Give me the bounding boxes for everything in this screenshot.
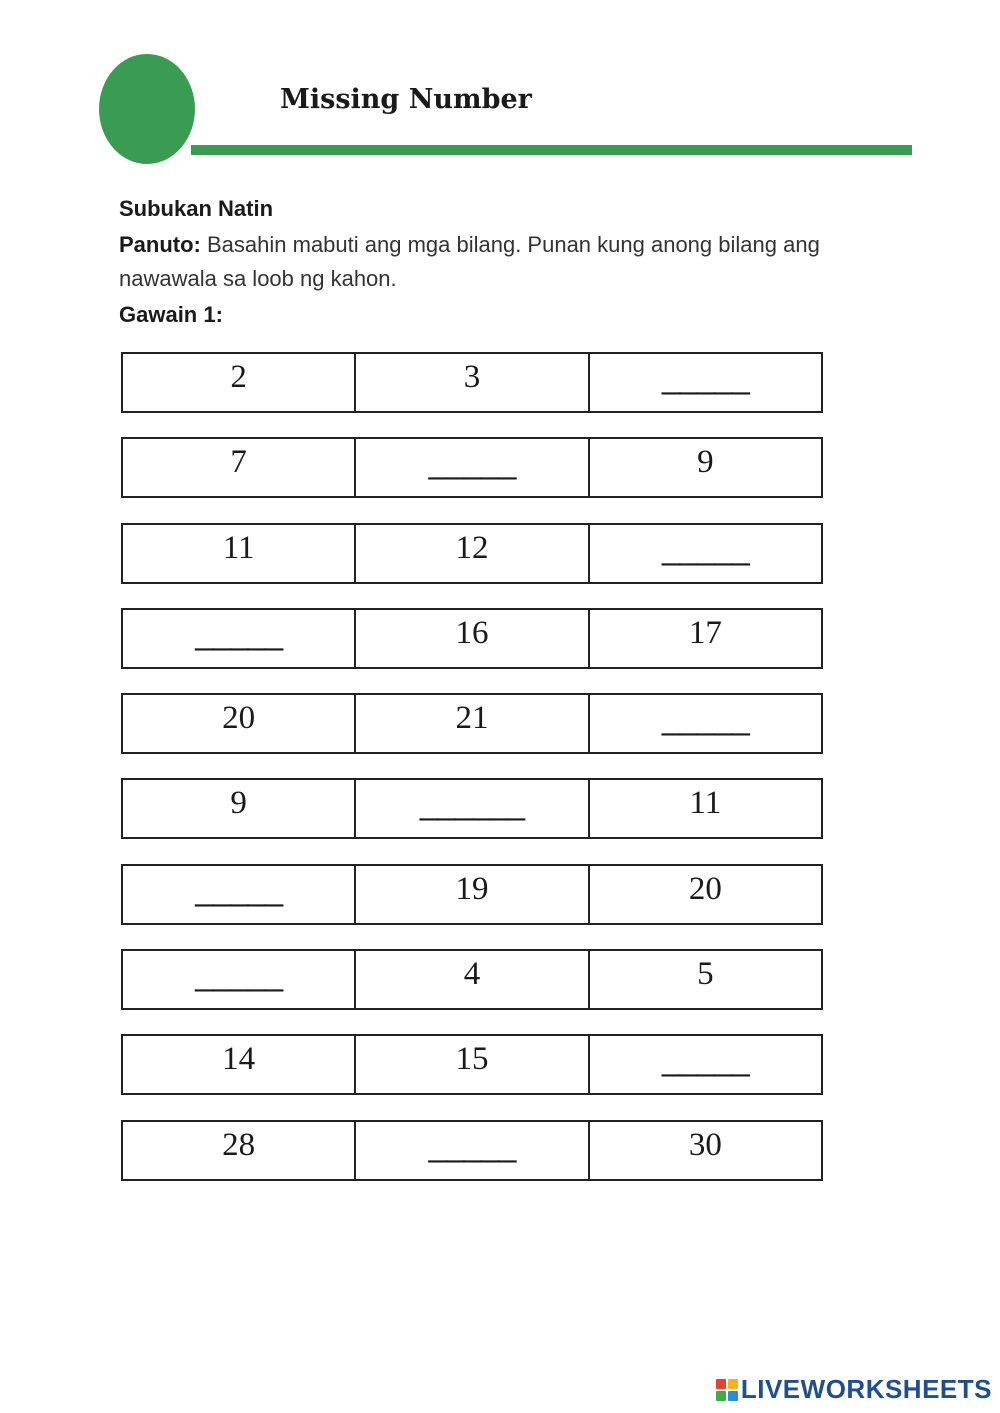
number-row — [121, 608, 823, 669]
logo-block — [728, 1379, 738, 1389]
blank-cell[interactable]: _____ — [356, 439, 589, 496]
instructions-text: Basahin mabuti ang mga bilang. Punan kung anong bilang ang nawawala sa loob ng kahon. — [119, 232, 820, 291]
blank-cell[interactable]: _____ — [661, 1040, 749, 1078]
number-row — [121, 778, 823, 839]
blank-cell[interactable]: _____ — [661, 358, 749, 395]
blank-cell[interactable]: _____ — [661, 528, 749, 566]
blank-cell[interactable]: _____ — [356, 1122, 589, 1179]
number-row — [121, 523, 823, 584]
number-cell: 11 — [123, 525, 356, 582]
number-cell: 12 — [356, 525, 589, 582]
number-cell: 5 — [697, 956, 714, 993]
number-cell: 16 — [356, 610, 589, 667]
number-cell: 15 — [356, 1036, 589, 1093]
blank-cell[interactable]: _____ — [123, 866, 356, 923]
logo-block — [716, 1379, 726, 1389]
number-row — [121, 1120, 823, 1181]
number-cell: 20 — [123, 695, 356, 752]
watermark-brand: LIVEWORKSHEETS — [740, 1374, 992, 1404]
number-row — [121, 693, 823, 754]
blank-cell[interactable]: ______ — [356, 780, 589, 837]
blank-cell[interactable]: _____ — [661, 699, 749, 737]
number-cell: 14 — [123, 1036, 356, 1093]
logo-block — [716, 1391, 726, 1401]
number-cell: 17 — [688, 614, 722, 651]
number-cell: 20 — [688, 870, 722, 907]
activity-label: Gawain 1: — [119, 302, 223, 327]
blank-cell[interactable]: _____ — [123, 951, 356, 1008]
number-cell: 7 — [123, 439, 356, 496]
blank-cell[interactable]: _____ — [123, 610, 356, 667]
number-cell: 11 — [689, 785, 722, 822]
number-cell: 2 — [123, 354, 356, 411]
number-rows — [121, 352, 823, 1205]
instructions-label: Panuto: — [119, 232, 201, 257]
number-cell: 30 — [688, 1126, 722, 1163]
logo-block — [728, 1391, 738, 1401]
page-title: Missing Number — [280, 84, 532, 115]
number-cell: 21 — [356, 695, 589, 752]
number-row — [121, 864, 823, 925]
number-row — [121, 949, 823, 1010]
number-cell: 19 — [356, 866, 589, 923]
number-cell: 9 — [123, 780, 356, 837]
section-heading: Subukan Natin — [119, 196, 274, 221]
number-cell: 3 — [356, 354, 589, 411]
green-circle-decoration — [99, 54, 195, 164]
number-cell: 4 — [356, 951, 589, 1008]
header-rule — [191, 145, 912, 155]
number-row — [121, 1034, 823, 1095]
instructions — [119, 228, 909, 296]
number-cell: 28 — [123, 1122, 356, 1179]
liveworksheets-watermark — [716, 1374, 992, 1405]
number-row — [121, 352, 823, 413]
liveworksheets-logo-icon — [716, 1379, 738, 1401]
number-row — [121, 437, 823, 498]
number-cell: 9 — [697, 444, 714, 481]
